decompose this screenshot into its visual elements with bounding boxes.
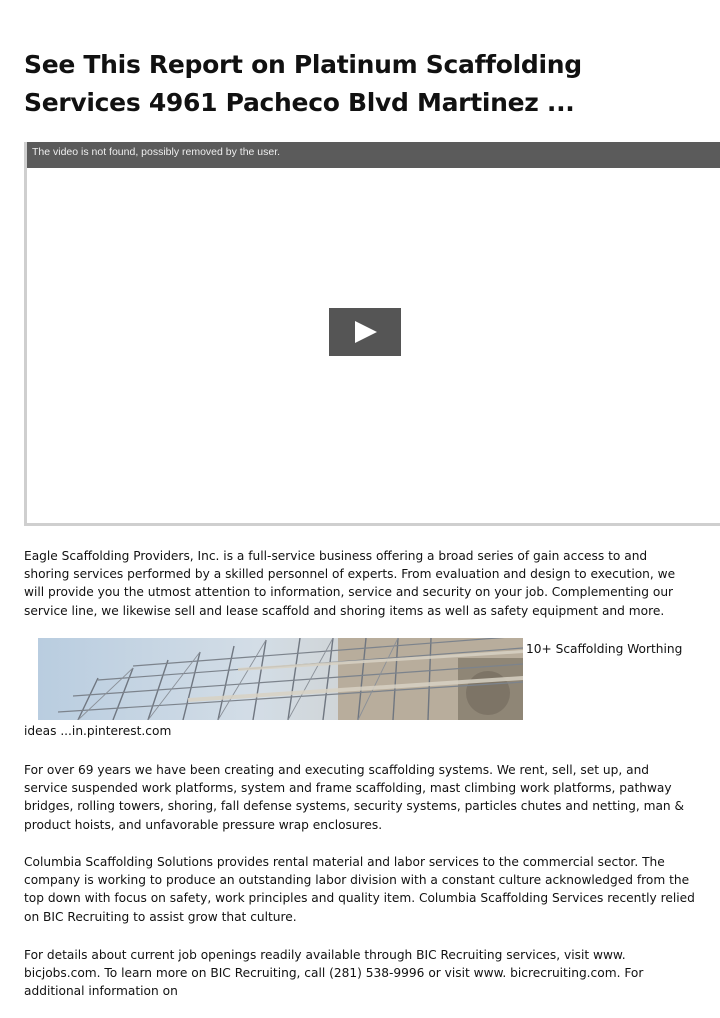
video-error-message: The video is not found, possibly removed by the user. — [27, 142, 720, 168]
video-player[interactable] — [24, 142, 720, 526]
scaffolding-photo[interactable] — [38, 638, 523, 720]
paragraph-3: Columbia Scaffolding Solutions provides rental material and labor services to the commercial sector. The company is working to produce an outstanding labor division with a constant culture acknowledged from the top down with focus on safety, work principles and quality item. Columbia Scaffolding Services recently relied on BIC Recruiting to assist grow that culture. — [24, 855, 695, 924]
image-caption: 10+ Scaffolding Worthing — [526, 642, 683, 656]
paragraph-4: For details about current job openings readily available through BIC Recruiting services, visit www. bicjobs.com. To learn more on BIC Recruiting, call (281) 538-9996 or visit www. bicrecruiting.com. For additional information on — [24, 948, 644, 999]
scaffolding-image — [38, 638, 523, 720]
play-button[interactable] — [329, 308, 401, 356]
image-caption-source: ideas ...in.pinterest.com — [24, 724, 172, 738]
paragraph-1: Eagle Scaffolding Providers, Inc. is a full-service business offering a broad series of gain access to and shoring services performed by a skilled personnel of experts. From evaluation and design to execution, we will provide you the utmost attention to information, service and security on your job. Complementing our service line, we likewise sell and lease scaffold and shoring items as well as safety equipment and more. — [24, 549, 676, 618]
play-icon — [329, 308, 401, 356]
paragraph-2: For over 69 years we have been creating and executing scaffolding systems. We rent, sell, set up, and service suspended work platforms, system and frame scaffolding, mast climbing work platforms, pathway bridges, rolling towers, shoring, fall defense systems, security systems, particles chutes and netting, man & product hoists, and unfavorable pressure wrap enclosures. — [24, 763, 685, 832]
page-title: See This Report on Platinum Scaffolding Services 4961 Pacheco Blvd Martinez ... — [24, 50, 582, 117]
